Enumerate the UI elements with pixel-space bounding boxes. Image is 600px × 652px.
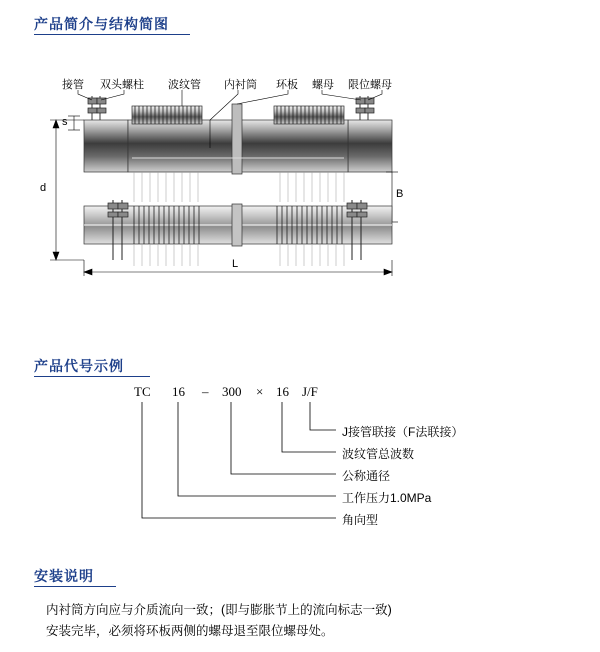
code-token-jf: J/F — [302, 384, 318, 399]
dimension-label-L: L — [232, 258, 239, 270]
install-note-line-2: 安装完毕，必须将环板两侧的螺母退至限位螺母处。 — [46, 624, 334, 638]
code-desc-type: 角向型 — [342, 513, 379, 527]
callout-label-neichentong: 内衬筒 — [224, 79, 257, 91]
product-code-example — [0, 380, 600, 550]
code-leader-lines — [0, 380, 600, 550]
code-token-16-pressure: 16 — [172, 384, 185, 399]
section-underline-install — [34, 586, 116, 587]
install-notes — [46, 600, 566, 642]
code-token-dash: – — [202, 384, 209, 399]
section-underline-intro — [34, 34, 190, 35]
code-desc-working-pressure: 工作压力1.0MPa — [342, 491, 432, 505]
dimension-label-B: B — [396, 188, 404, 200]
callout-label-bowenguan: 波纹管 — [168, 79, 201, 91]
structure-diagram-svg — [0, 60, 600, 290]
install-note-line-1: 内衬筒方向应与介质流向一致；(即与膨胀节上的流向标志一致) — [46, 603, 392, 617]
callout-label-jieguan: 接管 — [62, 79, 84, 91]
section-underline-code — [34, 376, 150, 377]
dimension-label-s: s — [62, 116, 68, 128]
section-title-code: 产品代号示例 — [34, 358, 124, 374]
structure-diagram — [0, 60, 600, 290]
callout-label-shuangtou-luozhu: 双头螺柱 — [100, 79, 144, 91]
code-token-16-waves: 16 — [276, 384, 289, 399]
code-desc-nominal-diameter: 公称通径 — [342, 469, 391, 483]
callout-label-luomu: 螺母 — [312, 79, 334, 91]
callout-label-huanban: 环板 — [276, 79, 298, 91]
code-token-multiply: × — [256, 384, 264, 399]
section-title-intro: 产品简介与结构简图 — [34, 16, 169, 32]
code-desc-wave-count: 波纹管总波数 — [342, 447, 415, 461]
section-title-install: 安装说明 — [34, 568, 94, 584]
callout-label-xianwei-luomu: 限位螺母 — [348, 79, 392, 91]
dimension-label-d: d — [40, 182, 47, 194]
code-token-300: 300 — [222, 384, 242, 399]
code-desc-connection: J接管联接（F法联接） — [342, 425, 464, 439]
code-token-tc: TC — [134, 384, 151, 399]
